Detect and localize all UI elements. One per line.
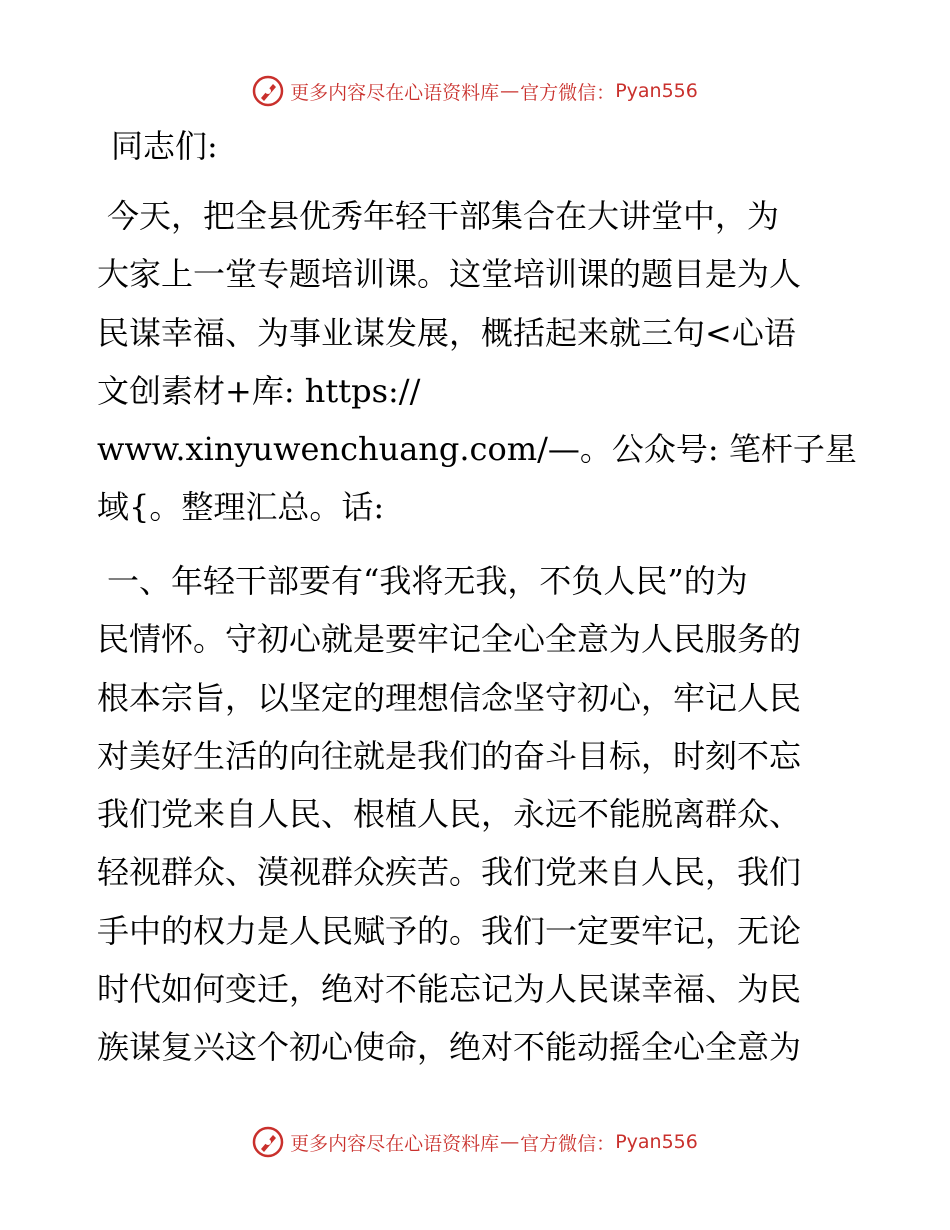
pen-logo-icon [252, 75, 284, 107]
greeting: 同志们: [111, 127, 218, 165]
banner-separator: — [500, 80, 520, 102]
paragraph-line: 轻视群众、漠视群众疾苦。我们党来自人民，我们 [97, 853, 802, 892]
banner-wechat-id: Pyan556 [615, 1131, 698, 1153]
paragraph-line: 域{。整理汇总。话: [97, 488, 385, 527]
paragraph-line: 大家上一堂专题培训课。这堂培训课的题目是为人 [97, 255, 802, 294]
paragraph-line: 根本宗旨，以坚定的理想信念坚守初心，牢记人民 [97, 678, 802, 717]
banner-wechat-id: Pyan556 [615, 80, 698, 102]
banner-separator: — [500, 1131, 520, 1153]
paragraph-line: 手中的权力是人民赋予的。我们一定要牢记，无论 [97, 911, 802, 950]
paragraph-line: 我们党来自人民、根植人民，永远不能脱离群众、 [97, 795, 802, 834]
paragraph-line: 时代如何变迁，绝对不能忘记为人民谋幸福、为民 [97, 970, 802, 1009]
paragraph-2 [97, 552, 853, 1077]
pen-logo-icon [252, 1126, 284, 1158]
paragraph-line: www.xinyuwenchuang.com/—。公众号: 笔杆子星 [97, 430, 857, 469]
paragraph-line: 族谋复兴这个初心使命，绝对不能动摇全心全意为 [97, 1028, 802, 1067]
paragraph-line: 文创素材+库: https:// [97, 371, 421, 410]
paragraph-line: 一、年轻干部要有“我将无我，不负人民”的为 [107, 562, 748, 600]
paragraph-line: 民谋幸福、为事业谋发展，概括起来就三句<心语 [97, 313, 796, 352]
paragraph-line: 今天，把全县优秀年轻干部集合在大讲堂中，为 [107, 197, 780, 235]
paragraph-line: 民情怀。守初心就是要牢记全心全意为人民服务的 [97, 620, 802, 659]
header-banner [0, 71, 950, 111]
banner-title: 更多内容尽在心语资料库 [290, 1132, 500, 1155]
banner-wechat-label: 官方微信： [520, 1132, 616, 1155]
banner-wechat-label: 官方微信： [520, 81, 616, 104]
banner-title: 更多内容尽在心语资料库 [290, 81, 500, 104]
paragraph-1 [97, 187, 857, 537]
footer-banner [0, 1122, 950, 1162]
paragraph-line: 对美好生活的向往就是我们的奋斗目标，时刻不忘 [97, 736, 802, 775]
